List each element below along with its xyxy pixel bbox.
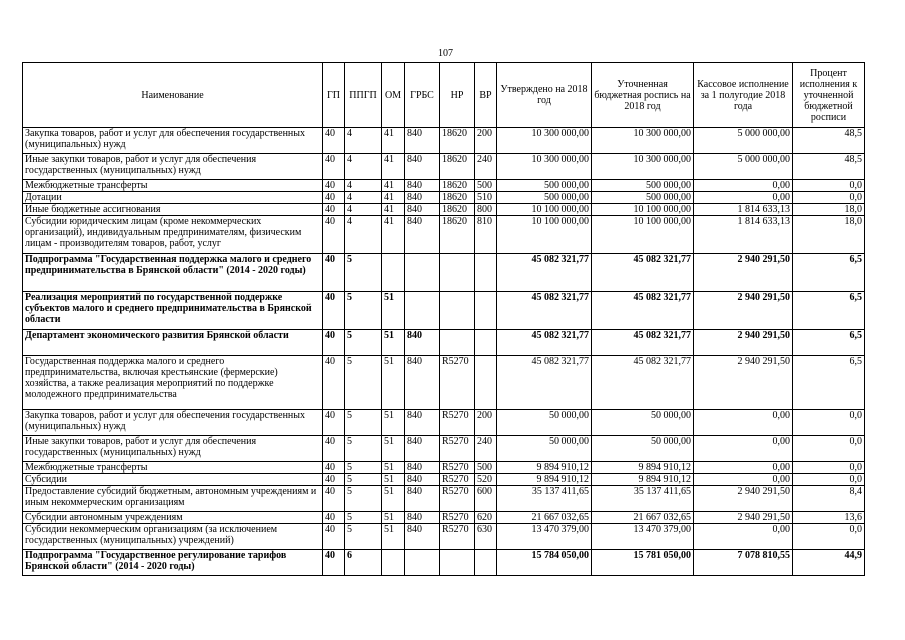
cell-np: 18620 (440, 154, 475, 180)
cell-cash: 0,00 (694, 436, 793, 462)
cell-vr: 500 (475, 462, 497, 474)
cell-cash: 0,00 (694, 410, 793, 436)
cell-om: 51 (382, 330, 405, 356)
cell-approved: 10 100 000,00 (497, 216, 592, 254)
cell-approved: 50 000,00 (497, 410, 592, 436)
cell-percent: 6,5 (793, 254, 865, 292)
cell-om: 51 (382, 436, 405, 462)
table-row (23, 216, 865, 254)
table-row (23, 512, 865, 524)
cell-approved: 45 082 321,77 (497, 292, 592, 330)
cell-cash: 0,00 (694, 474, 793, 486)
cell-vr (475, 356, 497, 410)
cell-cash: 2 940 291,50 (694, 356, 793, 410)
header-approved: Утверждено на 2018 год (497, 63, 592, 128)
cell-percent: 48,5 (793, 154, 865, 180)
cell-approved: 500 000,00 (497, 180, 592, 192)
cell-ppgp: 5 (345, 524, 382, 550)
cell-om: 51 (382, 410, 405, 436)
cell-np: R5270 (440, 410, 475, 436)
cell-name: Предоставление субсидий бюджетным, автономным учреждениям и иным некоммерческим организациям (23, 486, 323, 512)
cell-grbs: 840 (405, 436, 440, 462)
cell-refined: 500 000,00 (592, 192, 694, 204)
cell-percent: 6,5 (793, 356, 865, 410)
cell-vr: 200 (475, 410, 497, 436)
header-vr: ВР (475, 63, 497, 128)
cell-vr: 630 (475, 524, 497, 550)
cell-om: 41 (382, 180, 405, 192)
header-refined: Уточненная бюджетная роспись на 2018 год (592, 63, 694, 128)
cell-ppgp: 4 (345, 154, 382, 180)
cell-cash: 5 000 000,00 (694, 154, 793, 180)
cell-ppgp: 5 (345, 436, 382, 462)
table-row (23, 462, 865, 474)
cell-gp: 40 (323, 254, 345, 292)
cell-approved: 15 784 050,00 (497, 550, 592, 576)
cell-percent: 13,6 (793, 512, 865, 524)
table-row (23, 254, 865, 292)
cell-np: R5270 (440, 462, 475, 474)
cell-om (382, 254, 405, 292)
cell-approved: 500 000,00 (497, 192, 592, 204)
cell-percent: 44,9 (793, 550, 865, 576)
cell-name: Подпрограмма "Государственное регулирование тарифов Брянской области" (2014 - 2020 годы) (23, 550, 323, 576)
cell-ppgp: 5 (345, 474, 382, 486)
cell-gp: 40 (323, 204, 345, 216)
cell-grbs: 840 (405, 192, 440, 204)
cell-np (440, 254, 475, 292)
table-row (23, 154, 865, 180)
cell-grbs: 840 (405, 524, 440, 550)
cell-gp: 40 (323, 410, 345, 436)
cell-cash: 2 940 291,50 (694, 292, 793, 330)
cell-approved: 45 082 321,77 (497, 254, 592, 292)
cell-approved: 35 137 411,65 (497, 486, 592, 512)
cell-approved: 13 470 379,00 (497, 524, 592, 550)
cell-refined: 45 082 321,77 (592, 330, 694, 356)
cell-cash: 0,00 (694, 524, 793, 550)
cell-cash: 2 940 291,50 (694, 254, 793, 292)
cell-ppgp: 5 (345, 356, 382, 410)
cell-ppgp: 5 (345, 486, 382, 512)
cell-refined: 45 082 321,77 (592, 356, 694, 410)
cell-approved: 9 894 910,12 (497, 474, 592, 486)
header-percent: Процент исполнения к уточненной бюджетной росписи (793, 63, 865, 128)
cell-name: Межбюджетные трансферты (23, 180, 323, 192)
table-row (23, 128, 865, 154)
cell-gp: 40 (323, 474, 345, 486)
cell-gp: 40 (323, 154, 345, 180)
cell-grbs: 840 (405, 356, 440, 410)
cell-vr: 500 (475, 180, 497, 192)
cell-np: R5270 (440, 512, 475, 524)
cell-percent: 48,5 (793, 128, 865, 154)
cell-ppgp: 5 (345, 254, 382, 292)
cell-np: R5270 (440, 356, 475, 410)
cell-refined: 45 082 321,77 (592, 292, 694, 330)
cell-vr (475, 550, 497, 576)
cell-om: 41 (382, 192, 405, 204)
cell-np: 18620 (440, 204, 475, 216)
cell-refined: 45 082 321,77 (592, 254, 694, 292)
cell-cash: 0,00 (694, 180, 793, 192)
table-row (23, 292, 865, 330)
cell-grbs: 840 (405, 216, 440, 254)
table-row (23, 204, 865, 216)
cell-name: Государственная поддержка малого и среднего предпринимательства, включая крестьянские (фермерские) хозяйства, а также реализация мероприятий по поддержке молодежного предпринимательства (23, 356, 323, 410)
cell-refined: 10 100 000,00 (592, 216, 694, 254)
header-grbs: ГРБС (405, 63, 440, 128)
cell-name: Межбюджетные трансферты (23, 462, 323, 474)
cell-om: 41 (382, 154, 405, 180)
header-ppgp: ППГП (345, 63, 382, 128)
cell-cash: 5 000 000,00 (694, 128, 793, 154)
cell-ppgp: 4 (345, 192, 382, 204)
cell-percent: 0,0 (793, 180, 865, 192)
cell-gp: 40 (323, 524, 345, 550)
table-row (23, 356, 865, 410)
cell-np: 18620 (440, 128, 475, 154)
cell-vr: 600 (475, 486, 497, 512)
cell-percent: 0,0 (793, 436, 865, 462)
cell-approved: 45 082 321,77 (497, 356, 592, 410)
cell-percent: 8,4 (793, 486, 865, 512)
cell-refined: 9 894 910,12 (592, 474, 694, 486)
cell-refined: 10 300 000,00 (592, 128, 694, 154)
cell-om: 51 (382, 524, 405, 550)
cell-ppgp: 6 (345, 550, 382, 576)
cell-np (440, 550, 475, 576)
cell-om: 41 (382, 128, 405, 154)
cell-name: Иные закупки товаров, работ и услуг для обеспечения государственных (муниципальных) нужд (23, 436, 323, 462)
cell-cash: 2 940 291,50 (694, 486, 793, 512)
cell-name: Субсидии автономным учреждениям (23, 512, 323, 524)
cell-cash: 0,00 (694, 462, 793, 474)
cell-grbs (405, 550, 440, 576)
cell-np: R5270 (440, 474, 475, 486)
cell-ppgp: 5 (345, 330, 382, 356)
cell-vr: 240 (475, 436, 497, 462)
cell-name: Дотации (23, 192, 323, 204)
cell-approved: 9 894 910,12 (497, 462, 592, 474)
cell-approved: 50 000,00 (497, 436, 592, 462)
cell-grbs (405, 254, 440, 292)
cell-grbs: 840 (405, 486, 440, 512)
header-np: НР (440, 63, 475, 128)
table-row (23, 180, 865, 192)
cell-percent: 6,5 (793, 330, 865, 356)
cell-vr: 510 (475, 192, 497, 204)
cell-np: R5270 (440, 486, 475, 512)
cell-gp: 40 (323, 512, 345, 524)
cell-name: Субсидии некоммерческим организациям (за исключением государственных (муниципальных) учреждений) (23, 524, 323, 550)
cell-np: 18620 (440, 180, 475, 192)
cell-gp: 40 (323, 216, 345, 254)
cell-np: R5270 (440, 436, 475, 462)
cell-approved: 10 100 000,00 (497, 204, 592, 216)
cell-om: 41 (382, 204, 405, 216)
cell-cash: 0,00 (694, 192, 793, 204)
cell-name: Реализация мероприятий по государственной поддержке субъектов малого и среднего предпринимательства в Брянской области (23, 292, 323, 330)
cell-ppgp: 4 (345, 180, 382, 192)
cell-cash: 2 940 291,50 (694, 330, 793, 356)
cell-grbs (405, 292, 440, 330)
cell-name: Иные закупки товаров, работ и услуг для обеспечения государственных (муниципальных) нужд (23, 154, 323, 180)
cell-ppgp: 5 (345, 462, 382, 474)
table-row (23, 474, 865, 486)
cell-percent: 6,5 (793, 292, 865, 330)
header-om: ОМ (382, 63, 405, 128)
cell-np: R5270 (440, 524, 475, 550)
cell-grbs: 840 (405, 204, 440, 216)
cell-percent: 18,0 (793, 204, 865, 216)
cell-gp: 40 (323, 180, 345, 192)
cell-gp: 40 (323, 550, 345, 576)
cell-cash: 1 814 633,13 (694, 216, 793, 254)
cell-name: Иные бюджетные ассигнования (23, 204, 323, 216)
cell-refined: 10 100 000,00 (592, 204, 694, 216)
budget-execution-table (22, 62, 865, 576)
cell-grbs: 840 (405, 128, 440, 154)
header-gp: ГП (323, 63, 345, 128)
cell-np: 18620 (440, 192, 475, 204)
cell-gp: 40 (323, 192, 345, 204)
table-header-row (23, 63, 865, 128)
cell-percent: 18,0 (793, 216, 865, 254)
cell-refined: 50 000,00 (592, 436, 694, 462)
cell-name: Закупка товаров, работ и услуг для обеспечения государственных (муниципальных) нужд (23, 410, 323, 436)
cell-om: 51 (382, 486, 405, 512)
cell-vr: 800 (475, 204, 497, 216)
cell-vr (475, 292, 497, 330)
table-row (23, 550, 865, 576)
cell-gp: 40 (323, 462, 345, 474)
table-row (23, 330, 865, 356)
cell-refined: 50 000,00 (592, 410, 694, 436)
cell-refined: 9 894 910,12 (592, 462, 694, 474)
cell-refined: 21 667 032,65 (592, 512, 694, 524)
cell-grbs: 840 (405, 410, 440, 436)
cell-om: 41 (382, 216, 405, 254)
cell-approved: 10 300 000,00 (497, 154, 592, 180)
cell-refined: 500 000,00 (592, 180, 694, 192)
cell-om: 51 (382, 292, 405, 330)
page-number: 107 (438, 48, 453, 59)
cell-vr: 240 (475, 154, 497, 180)
table-row (23, 524, 865, 550)
cell-vr: 620 (475, 512, 497, 524)
cell-grbs: 840 (405, 512, 440, 524)
cell-np: 18620 (440, 216, 475, 254)
cell-gp: 40 (323, 436, 345, 462)
cell-om: 51 (382, 474, 405, 486)
table-body (23, 128, 865, 576)
cell-percent: 0,0 (793, 410, 865, 436)
table-row (23, 436, 865, 462)
cell-refined: 15 781 050,00 (592, 550, 694, 576)
cell-gp: 40 (323, 356, 345, 410)
header-cash: Кассовое исполнение за 1 полугодие 2018 года (694, 63, 793, 128)
cell-approved: 21 667 032,65 (497, 512, 592, 524)
cell-cash: 1 814 633,13 (694, 204, 793, 216)
cell-om: 51 (382, 462, 405, 474)
cell-gp: 40 (323, 292, 345, 330)
header-name: Наименование (23, 63, 323, 128)
cell-percent: 0,0 (793, 474, 865, 486)
cell-percent: 0,0 (793, 192, 865, 204)
table-row (23, 410, 865, 436)
cell-cash: 2 940 291,50 (694, 512, 793, 524)
cell-cash: 7 078 810,55 (694, 550, 793, 576)
cell-np (440, 292, 475, 330)
cell-vr (475, 330, 497, 356)
cell-vr: 200 (475, 128, 497, 154)
cell-name: Подпрограмма "Государственная поддержка малого и среднего предпринимательства в Брянской области" (2014 - 2020 годы) (23, 254, 323, 292)
cell-grbs: 840 (405, 180, 440, 192)
cell-refined: 35 137 411,65 (592, 486, 694, 512)
cell-ppgp: 4 (345, 204, 382, 216)
cell-approved: 10 300 000,00 (497, 128, 592, 154)
cell-ppgp: 5 (345, 512, 382, 524)
cell-np (440, 330, 475, 356)
cell-name: Закупка товаров, работ и услуг для обеспечения государственных (муниципальных) нужд (23, 128, 323, 154)
cell-vr: 520 (475, 474, 497, 486)
cell-refined: 13 470 379,00 (592, 524, 694, 550)
cell-gp: 40 (323, 330, 345, 356)
cell-om: 51 (382, 356, 405, 410)
cell-grbs: 840 (405, 330, 440, 356)
cell-approved: 45 082 321,77 (497, 330, 592, 356)
cell-vr: 810 (475, 216, 497, 254)
cell-gp: 40 (323, 128, 345, 154)
cell-ppgp: 5 (345, 410, 382, 436)
table-row (23, 192, 865, 204)
cell-grbs: 840 (405, 462, 440, 474)
cell-name: Субсидии (23, 474, 323, 486)
cell-refined: 10 300 000,00 (592, 154, 694, 180)
cell-name: Субсидии юридическим лицам (кроме некоммерческих организаций), индивидуальным предпринимателям, физическим лицам - производителям товаров, работ, услуг (23, 216, 323, 254)
cell-ppgp: 4 (345, 216, 382, 254)
cell-vr (475, 254, 497, 292)
cell-percent: 0,0 (793, 462, 865, 474)
cell-ppgp: 5 (345, 292, 382, 330)
cell-name: Департамент экономического развития Брянской области (23, 330, 323, 356)
cell-ppgp: 4 (345, 128, 382, 154)
cell-percent: 0,0 (793, 524, 865, 550)
cell-om: 51 (382, 512, 405, 524)
cell-gp: 40 (323, 486, 345, 512)
cell-om (382, 550, 405, 576)
table-row (23, 486, 865, 512)
cell-grbs: 840 (405, 474, 440, 486)
cell-grbs: 840 (405, 154, 440, 180)
